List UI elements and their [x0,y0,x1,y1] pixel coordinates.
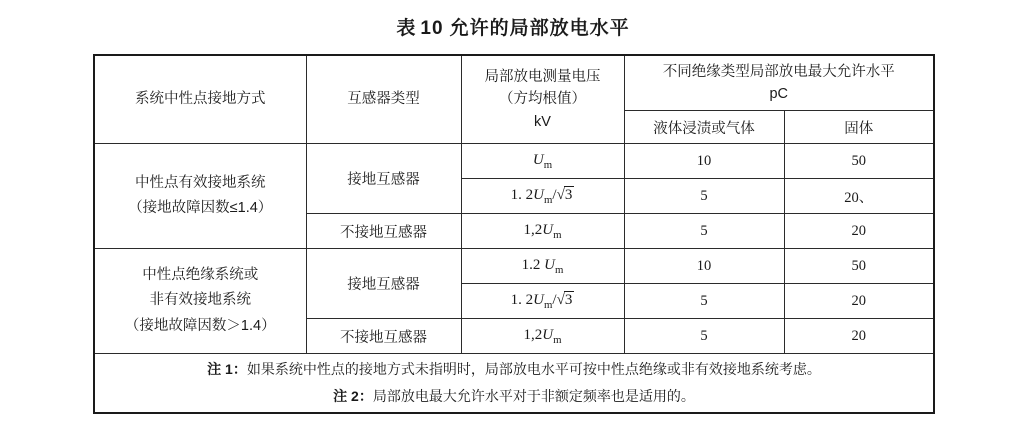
note-1 [95,356,933,383]
cell-solid-value: 20 [784,284,934,319]
table-container [93,54,933,414]
cell-transformer-type: 接地互感器 [306,144,461,214]
header-measurement-voltage [461,55,624,144]
cell-solid-value: 20 [784,319,934,354]
title-prefix: 表 [396,18,417,39]
cell-liquid-value: 5 [624,319,784,354]
cell-liquid-value: 10 [624,144,784,179]
table-row [94,144,934,179]
cell-transformer-type: 接地互感器 [306,249,461,319]
note-2 [95,383,933,410]
cell-voltage: 1. $2U_m/√3$ [461,179,624,214]
table-title [0,0,1026,54]
header-liquid-immersed-or-gas: 液体浸渍或气体 [624,111,784,144]
cell-liquid-value: 10 [624,249,784,284]
header-transformer-type: 互感器类型 [306,55,461,144]
note-1-label: 注 1： [207,361,247,378]
table-header-row-1 [94,55,934,111]
cell-solid-value: 50 [784,144,934,179]
system-group-1-line1: 中性点有效接地系统 [135,174,266,191]
header-max-levels-line1: 不同绝缘类型局部放电最大允许水平 [662,63,895,80]
note-1-text: 如果系统中性点的接地方式未指明时，局部放电水平可按中性点绝缘或非有效接地系统考虑。 [246,361,821,378]
cell-voltage: $1,2U_m$ [461,214,624,249]
header-measurement-voltage-unit: kV [534,113,551,130]
cell-voltage: 1.2 $U_m$ [461,249,624,284]
cell-liquid-value: 5 [624,214,784,249]
system-group-2-line1: 中性点绝缘系统或 [142,266,259,283]
cell-system-group-1 [94,144,306,249]
cell-solid-value: 20、 [784,179,934,214]
cell-liquid-value: 5 [624,179,784,214]
header-measurement-voltage-line2: （方均根值） [499,91,586,108]
table-notes-row [94,354,934,414]
cell-system-group-2 [94,249,306,354]
cell-solid-value: 50 [784,249,934,284]
header-max-levels-unit: pC [769,86,789,102]
title-number: 10 [420,18,444,39]
system-group-2-line3: （接地故障因数＞1.4） [124,317,276,334]
header-max-levels [624,55,934,111]
note-2-label: 注 2： [333,388,373,404]
cell-voltage: $1,2U_m$ [461,319,624,354]
system-group-2-line2: 非有效接地系统 [149,292,251,309]
title-text: 允许的局部放电水平 [449,18,630,39]
cell-voltage: 1. $2U_m/√3$ [461,284,624,319]
header-solid: 固体 [784,111,934,144]
table-head [94,55,934,144]
cell-transformer-type: 不接地互感器 [306,319,461,354]
table-row [94,249,934,284]
cell-solid-value: 20 [784,214,934,249]
system-group-1-line2: （接地故障因数≤1.4） [128,200,273,216]
table-notes [94,354,934,414]
note-2-text: 局部放电最大允许水平对于非额定频率也是适用的。 [372,388,695,404]
cell-liquid-value: 5 [624,284,784,319]
header-system-neutral-earthing: 系统中性点接地方式 [94,55,306,144]
cell-voltage: $U_m$ [461,144,624,179]
table-body [94,144,934,414]
partial-discharge-table [93,54,935,414]
header-measurement-voltage-line1: 局部放电测量电压 [484,68,601,85]
cell-transformer-type: 不接地互感器 [306,214,461,249]
